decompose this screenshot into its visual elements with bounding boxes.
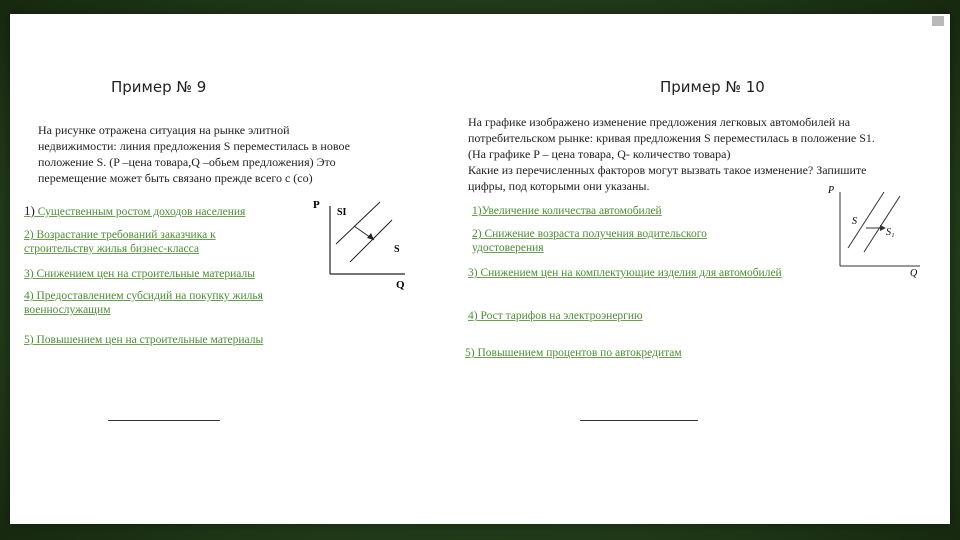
example-10-option-1[interactable]: 1)Увеличение количества автомобилей xyxy=(472,205,662,217)
p-axis-label: P xyxy=(313,199,320,211)
example-9-option-2[interactable]: 2) Возрастание требований заказчика к строительству жилья бизнес-класса xyxy=(24,229,216,255)
arrowhead xyxy=(367,233,374,240)
question-line: На рисунке отражена ситуация на рынке элитной xyxy=(38,123,290,137)
example-10-option-3[interactable]: 3) Снижением цен на комплектующие изделия для автомобилей xyxy=(468,267,782,279)
option-number: 1) xyxy=(24,203,35,218)
example-10-option-2[interactable]: 2) Снижение возраста получения водительского удостоверения xyxy=(472,228,707,254)
example-10-option-4[interactable]: 4) Рост тарифов на электроэнергию xyxy=(468,310,643,322)
question-line: перемещение может быть связано прежде всего с (со) xyxy=(38,171,313,185)
example-9-option-4[interactable]: 4) Предоставлением субсидий на покупку жилья военнослужащим xyxy=(24,290,263,316)
example-9-option-3[interactable]: 3) Снижением цен на строительные материалы xyxy=(24,268,255,280)
question-line: (На графике P – цена товара, Q- количество товара) xyxy=(468,147,731,161)
example-9-title: Пример № 9 xyxy=(111,78,207,96)
s1-label: SI xyxy=(337,207,347,218)
q-axis-label: Q xyxy=(396,279,405,291)
example-10-option-5[interactable]: 5) Повышением процентов по автокредитам xyxy=(465,347,682,359)
corner-mark xyxy=(932,16,944,26)
example-9-option-1[interactable] xyxy=(24,204,304,219)
example-10-supply-graph xyxy=(820,180,930,280)
question-line: Какие из перечисленных факторов могут вызвать такое изменение? Запишите xyxy=(468,163,867,177)
question-line: недвижимости: линия предложения S переместилась в новое xyxy=(38,139,350,153)
question-line: цифры, под которыми они указаны. xyxy=(468,179,650,193)
question-line: потребительском рынке: кривая предложения S переместилась в положение S1. xyxy=(468,131,875,145)
supply-curve-s1 xyxy=(864,196,900,252)
option-text: Существенным ростом доходов населения xyxy=(34,206,246,218)
s-label: S xyxy=(852,216,857,227)
question-line: положение S. (P –цена товара,Q –обьем предложения) Это xyxy=(38,155,336,169)
s-label: S xyxy=(394,244,400,255)
example-9-option-5[interactable]: 5) Повышением цен на строительные материалы xyxy=(24,334,264,346)
supply-curve-s xyxy=(350,220,392,262)
example-10-title: Пример № 10 xyxy=(660,78,765,96)
q-axis-label: Q xyxy=(910,268,918,279)
answer-line-9 xyxy=(108,420,220,421)
s1-label: S₁ xyxy=(886,227,895,238)
p-axis-label: P xyxy=(828,185,835,196)
question-line: На графике изображено изменение предложения легковых автомобилей на xyxy=(468,115,851,129)
answer-line-10 xyxy=(580,420,698,421)
example-9-question xyxy=(38,122,408,186)
example-9-supply-graph xyxy=(310,196,410,291)
